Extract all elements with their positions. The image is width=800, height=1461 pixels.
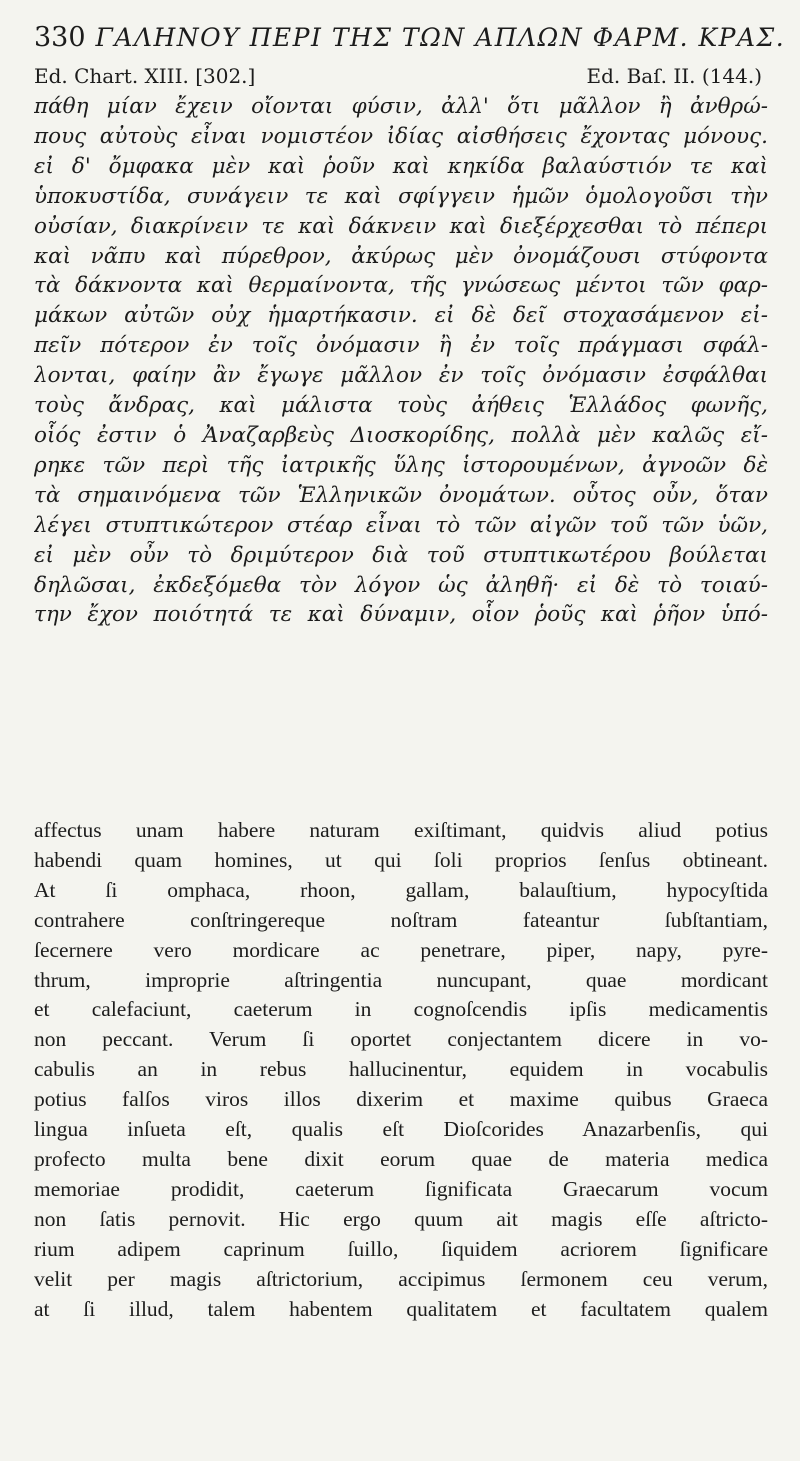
latin-text-line: rium adipem caprinum ſuillo, ſiquidem acriorem ſignificare — [34, 1236, 768, 1261]
greek-text-line: πους αὐτοὺς εἶναι νομιστέον ἰδίας αἰσθήσεις ἔχοντας μόνους. — [34, 123, 768, 149]
latin-text-line: ſecernere vero mordicare ac penetrare, piper, napy, pyre- — [34, 937, 768, 962]
latin-text-line: cabulis an in rebus hallucinentur, equidem in vocabulis — [34, 1057, 768, 1082]
greek-text-line: λονται, φαίην ἂν ἔγωγε μᾶλλον ἐν τοῖς ὀνόμασιν ἐσφάλθαι — [34, 363, 768, 389]
latin-text-line: affectus unam habere naturam exiſtimant, quidvis aliud potius — [34, 818, 768, 842]
latin-text-line: memoriae prodidit, caeterum ſignificata Graecarum vocum — [34, 1176, 768, 1201]
latin-text-block — [34, 816, 768, 1324]
greek-text-line: εἰ μὲν οὖν τὸ δριμύτερον διὰ τοῦ στυπτικωτέρου βούλεται — [34, 542, 768, 568]
greek-text-line: την ἔχον ποιότητά τε καὶ δύναμιν, οἷον ῥοῦς καὶ ῥῆον ὑπό- — [34, 602, 768, 628]
greek-text-line: ρηκε τῶν περὶ τῆς ἰατρικῆς ὕλης ἱστορουμένων, ἀγνοῶν δὲ — [34, 452, 768, 478]
greek-text-line: πεῖν πότερον ἐν τοῖς ὀνόμασιν ἢ ἐν τοῖς πράγμασι σφάλ- — [34, 333, 768, 359]
greek-text-line: τοὺς ἄνδρας, καὶ μάλιστα τοὺς ἀήθεις Ἑλλάδος φωνῆς, — [34, 393, 768, 419]
latin-text-line: lingua inſueta eſt, qualis eſt Dioſcorides Anazarbenſis, qui — [34, 1117, 768, 1142]
page-number: 330 — [34, 22, 86, 53]
greek-text-line: μάκων αὐτῶν οὐχ ἡμαρτήκασιν. εἰ δὲ δεῖ στοχασάμενον εἰ- — [34, 303, 768, 329]
greek-text-line: ὑποκυστίδα, συνάγειν τε καὶ σφίγγειν ἡμῶν ὁμολογοῦσι τὴν — [34, 183, 768, 209]
latin-text-line: non peccant. Verum ſi oportet conjectantem dicere in vo- — [34, 1027, 768, 1052]
edition-left: Ed. Chart. XIII. [302.] — [34, 64, 256, 88]
greek-text-line: οὐσίαν, διακρίνειν τε καὶ δάκνειν καὶ διεξέρχεσθαι τὸ πέπερι — [34, 213, 768, 239]
latin-text-line: velit per magis aſtrictorium, accipimus ſermonem ceu verum, — [34, 1266, 768, 1291]
greek-text-line: οἷός ἐστιν ὁ Ἀναζαρβεὺς Διοσκορίδης, πολλὰ μὲν καλῶς εἴ- — [34, 422, 768, 448]
greek-text-line: τὰ δάκνοντα καὶ θερμαίνοντα, τῆς γνώσεως μέντοι τῶν φαρ- — [34, 273, 768, 299]
greek-text-line: λέγει στυπτικώτερον στέαρ εἶναι τὸ τῶν αἰγῶν τοῦ τῶν ὑῶν, — [34, 512, 768, 538]
running-title: ΓΑΛΗΝΟΥ ΠΕΡΙ ΤΗΣ ΤΩΝ ΑΠΛΩΝ ΦΑΡΜ. ΚΡΑΣ. — [95, 23, 786, 52]
latin-text-line: thrum, improprie aſtringentia nuncupant, quae mordicant — [34, 967, 768, 992]
latin-text-line: non ſatis pernovit. Hic ergo quum ait magis eſſe aſtricto- — [34, 1206, 768, 1231]
latin-text-line: at ſi illud, talem habentem qualitatem et facultatem qualem — [34, 1296, 768, 1321]
latin-text-line: et calefaciunt, caeterum in cognoſcendis ipſis medicamentis — [34, 997, 768, 1022]
latin-text-line: contrahere conſtringereque noſtram fateantur ſubſtantiam, — [34, 907, 768, 932]
greek-text-line: καὶ νᾶπυ καὶ πύρεθρον, ἀκύρως μὲν ὀνομάζουσι στύφοντα — [34, 243, 768, 269]
greek-text-line: εἰ δ' ὄμφακα μὲν καὶ ῥοῦν καὶ κηκίδα βαλαύστιόν τε καὶ — [34, 153, 768, 179]
greek-text-line: τὰ σημαινόμενα τῶν Ἑλληνικῶν ὀνομάτων. οὗτος οὖν, ὅταν — [34, 482, 768, 508]
greek-text-block — [34, 92, 768, 630]
latin-text-line: potius falſos viros illos dixerim et maxime quibus Graeca — [34, 1087, 768, 1112]
edition-line — [34, 64, 768, 92]
latin-text-line: At ſi omphaca, rhoon, gallam, balauſtium, hypocyſtida — [34, 877, 768, 902]
latin-text-line: habendi quam homines, ut qui ſoli proprios ſenſus obtineant. — [34, 847, 768, 872]
greek-text-line: δηλῶσαι, ἐκδεξόμεθα τὸν λόγον ὡς ἀληθῆ· εἰ δὲ τὸ τοιαύ- — [34, 572, 768, 598]
running-head — [34, 22, 786, 62]
latin-text-line: profecto multa bene dixit eorum quae de materia medica — [34, 1146, 768, 1171]
greek-text-line: πάθη μίαν ἔχειν οἴονται φύσιν, ἀλλ' ὅτι μᾶλλον ἢ ἀνθρώ- — [34, 94, 768, 119]
edition-right: Ed. Baſ. II. (144.) — [586, 64, 762, 88]
